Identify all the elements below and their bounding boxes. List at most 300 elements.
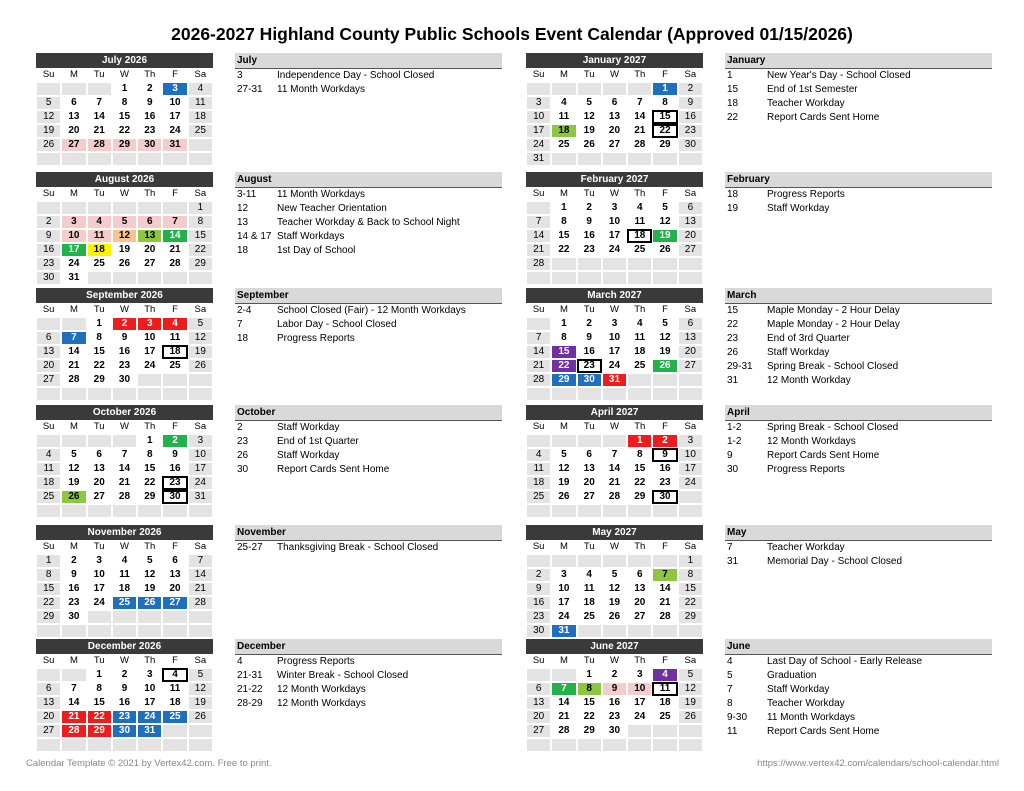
day-cell[interactable]: 20 xyxy=(678,345,703,359)
day-cell[interactable]: 16 xyxy=(577,229,602,243)
day-cell[interactable]: 3 xyxy=(602,201,627,215)
day-cell[interactable]: 6 xyxy=(87,448,112,462)
day-cell[interactable]: 29 xyxy=(678,610,703,624)
day-cell[interactable]: 23 xyxy=(137,124,162,138)
day-cell[interactable]: 18 xyxy=(162,345,187,359)
day-cell[interactable]: 9 xyxy=(602,682,627,696)
day-cell[interactable]: 6 xyxy=(602,96,627,110)
day-cell[interactable]: 2 xyxy=(678,82,703,96)
day-cell[interactable]: 10 xyxy=(137,331,162,345)
day-cell[interactable]: 12 xyxy=(652,331,677,345)
day-cell[interactable]: 24 xyxy=(87,596,112,610)
day-cell[interactable]: 26 xyxy=(602,610,627,624)
day-cell[interactable]: 27 xyxy=(162,596,187,610)
day-cell[interactable]: 12 xyxy=(602,582,627,596)
day-cell[interactable]: 21 xyxy=(551,710,576,724)
day-cell[interactable]: 28 xyxy=(112,490,137,504)
day-cell[interactable]: 9 xyxy=(112,682,137,696)
day-cell[interactable]: 24 xyxy=(551,610,576,624)
day-cell[interactable]: 29 xyxy=(87,373,112,387)
day-cell[interactable]: 6 xyxy=(36,682,61,696)
day-cell[interactable]: 19 xyxy=(137,582,162,596)
day-cell[interactable]: 3 xyxy=(61,215,86,229)
day-cell[interactable]: 19 xyxy=(551,476,576,490)
day-cell[interactable]: 27 xyxy=(137,257,162,271)
day-cell[interactable]: 16 xyxy=(602,696,627,710)
day-cell[interactable]: 25 xyxy=(551,138,576,152)
day-cell[interactable]: 2 xyxy=(112,668,137,682)
day-cell[interactable]: 12 xyxy=(188,331,213,345)
day-cell[interactable]: 12 xyxy=(137,568,162,582)
day-cell[interactable]: 30 xyxy=(137,138,162,152)
day-cell[interactable]: 29 xyxy=(627,490,652,504)
day-cell[interactable]: 27 xyxy=(602,138,627,152)
day-cell[interactable]: 20 xyxy=(602,124,627,138)
day-cell[interactable]: 11 xyxy=(551,110,576,124)
day-cell[interactable]: 11 xyxy=(162,682,187,696)
day-cell[interactable]: 5 xyxy=(36,96,61,110)
day-cell[interactable]: 12 xyxy=(551,462,576,476)
day-cell[interactable]: 8 xyxy=(627,448,652,462)
day-cell[interactable]: 27 xyxy=(627,610,652,624)
day-cell[interactable]: 16 xyxy=(112,696,137,710)
day-cell[interactable]: 11 xyxy=(627,215,652,229)
day-cell[interactable]: 31 xyxy=(526,152,551,166)
day-cell[interactable]: 16 xyxy=(678,110,703,124)
day-cell[interactable]: 4 xyxy=(551,96,576,110)
day-cell[interactable]: 4 xyxy=(112,554,137,568)
day-cell[interactable]: 21 xyxy=(61,359,86,373)
day-cell[interactable]: 7 xyxy=(526,331,551,345)
day-cell[interactable]: 5 xyxy=(551,448,576,462)
day-cell[interactable]: 6 xyxy=(137,215,162,229)
day-cell[interactable]: 4 xyxy=(162,317,187,331)
day-cell[interactable]: 2 xyxy=(526,568,551,582)
day-cell[interactable]: 22 xyxy=(87,710,112,724)
day-cell[interactable]: 9 xyxy=(112,331,137,345)
day-cell[interactable]: 6 xyxy=(36,331,61,345)
day-cell[interactable]: 14 xyxy=(652,582,677,596)
day-cell[interactable]: 2 xyxy=(137,82,162,96)
day-cell[interactable]: 7 xyxy=(602,448,627,462)
day-cell[interactable]: 17 xyxy=(61,243,86,257)
day-cell[interactable]: 10 xyxy=(162,96,187,110)
day-cell[interactable]: 16 xyxy=(577,345,602,359)
day-cell[interactable]: 30 xyxy=(61,610,86,624)
day-cell[interactable]: 3 xyxy=(137,668,162,682)
day-cell[interactable]: 1 xyxy=(188,201,213,215)
day-cell[interactable]: 6 xyxy=(678,201,703,215)
day-cell[interactable]: 11 xyxy=(162,331,187,345)
day-cell[interactable]: 8 xyxy=(551,215,576,229)
day-cell[interactable]: 3 xyxy=(678,434,703,448)
day-cell[interactable]: 22 xyxy=(188,243,213,257)
day-cell[interactable]: 29 xyxy=(652,138,677,152)
day-cell[interactable]: 8 xyxy=(87,682,112,696)
day-cell[interactable]: 28 xyxy=(61,724,86,738)
day-cell[interactable]: 15 xyxy=(652,110,677,124)
day-cell[interactable]: 4 xyxy=(627,201,652,215)
day-cell[interactable]: 30 xyxy=(602,724,627,738)
day-cell[interactable]: 13 xyxy=(36,696,61,710)
day-cell[interactable]: 23 xyxy=(112,710,137,724)
day-cell[interactable]: 20 xyxy=(162,582,187,596)
day-cell[interactable]: 25 xyxy=(162,710,187,724)
day-cell[interactable]: 27 xyxy=(36,373,61,387)
day-cell[interactable]: 16 xyxy=(36,243,61,257)
day-cell[interactable]: 13 xyxy=(678,215,703,229)
day-cell[interactable]: 29 xyxy=(87,724,112,738)
day-cell[interactable]: 24 xyxy=(602,243,627,257)
day-cell[interactable]: 17 xyxy=(87,582,112,596)
day-cell[interactable]: 13 xyxy=(627,582,652,596)
day-cell[interactable]: 23 xyxy=(61,596,86,610)
day-cell[interactable]: 7 xyxy=(652,568,677,582)
day-cell[interactable]: 17 xyxy=(627,696,652,710)
day-cell[interactable]: 13 xyxy=(36,345,61,359)
day-cell[interactable]: 5 xyxy=(602,568,627,582)
day-cell[interactable]: 24 xyxy=(188,476,213,490)
day-cell[interactable]: 24 xyxy=(61,257,86,271)
day-cell[interactable]: 1 xyxy=(577,668,602,682)
day-cell[interactable]: 19 xyxy=(602,596,627,610)
day-cell[interactable]: 17 xyxy=(551,596,576,610)
day-cell[interactable]: 9 xyxy=(61,568,86,582)
day-cell[interactable]: 21 xyxy=(526,243,551,257)
day-cell[interactable]: 8 xyxy=(678,568,703,582)
day-cell[interactable]: 26 xyxy=(112,257,137,271)
day-cell[interactable]: 5 xyxy=(652,201,677,215)
day-cell[interactable]: 2 xyxy=(602,668,627,682)
day-cell[interactable]: 7 xyxy=(61,331,86,345)
day-cell[interactable]: 13 xyxy=(162,568,187,582)
day-cell[interactable]: 14 xyxy=(526,229,551,243)
day-cell[interactable]: 6 xyxy=(678,317,703,331)
day-cell[interactable]: 12 xyxy=(112,229,137,243)
day-cell[interactable]: 9 xyxy=(652,448,677,462)
day-cell[interactable]: 24 xyxy=(602,359,627,373)
day-cell[interactable]: 25 xyxy=(87,257,112,271)
day-cell[interactable]: 23 xyxy=(36,257,61,271)
day-cell[interactable]: 11 xyxy=(36,462,61,476)
day-cell[interactable]: 28 xyxy=(526,373,551,387)
day-cell[interactable]: 8 xyxy=(188,215,213,229)
day-cell[interactable]: 16 xyxy=(652,462,677,476)
day-cell[interactable]: 2 xyxy=(577,317,602,331)
day-cell[interactable]: 8 xyxy=(551,331,576,345)
day-cell[interactable]: 25 xyxy=(112,596,137,610)
day-cell[interactable]: 31 xyxy=(188,490,213,504)
day-cell[interactable]: 27 xyxy=(87,490,112,504)
day-cell[interactable]: 5 xyxy=(112,215,137,229)
day-cell[interactable]: 19 xyxy=(112,243,137,257)
day-cell[interactable]: 20 xyxy=(61,124,86,138)
day-cell[interactable]: 6 xyxy=(162,554,187,568)
day-cell[interactable]: 25 xyxy=(526,490,551,504)
day-cell[interactable]: 23 xyxy=(602,710,627,724)
day-cell[interactable]: 9 xyxy=(162,448,187,462)
day-cell[interactable]: 15 xyxy=(137,462,162,476)
day-cell[interactable]: 23 xyxy=(577,359,602,373)
day-cell[interactable]: 15 xyxy=(36,582,61,596)
day-cell[interactable]: 4 xyxy=(36,448,61,462)
day-cell[interactable]: 26 xyxy=(652,359,677,373)
day-cell[interactable]: 22 xyxy=(627,476,652,490)
day-cell[interactable]: 3 xyxy=(627,668,652,682)
day-cell[interactable]: 21 xyxy=(602,476,627,490)
day-cell[interactable]: 4 xyxy=(627,317,652,331)
day-cell[interactable]: 14 xyxy=(526,345,551,359)
day-cell[interactable]: 24 xyxy=(678,476,703,490)
day-cell[interactable]: 10 xyxy=(678,448,703,462)
day-cell[interactable]: 30 xyxy=(577,373,602,387)
day-cell[interactable]: 9 xyxy=(577,331,602,345)
day-cell[interactable]: 17 xyxy=(137,696,162,710)
day-cell[interactable]: 2 xyxy=(36,215,61,229)
day-cell[interactable]: 26 xyxy=(188,710,213,724)
day-cell[interactable]: 14 xyxy=(188,568,213,582)
day-cell[interactable]: 14 xyxy=(61,696,86,710)
day-cell[interactable]: 8 xyxy=(577,682,602,696)
day-cell[interactable]: 15 xyxy=(112,110,137,124)
day-cell[interactable]: 14 xyxy=(61,345,86,359)
day-cell[interactable]: 9 xyxy=(137,96,162,110)
day-cell[interactable]: 19 xyxy=(188,696,213,710)
day-cell[interactable]: 5 xyxy=(652,317,677,331)
day-cell[interactable]: 29 xyxy=(577,724,602,738)
day-cell[interactable]: 28 xyxy=(61,373,86,387)
day-cell[interactable]: 1 xyxy=(112,82,137,96)
footer-url[interactable]: https://www.vertex42.com/calendars/school-calendar.html xyxy=(757,758,999,769)
day-cell[interactable]: 6 xyxy=(526,682,551,696)
day-cell[interactable]: 14 xyxy=(87,110,112,124)
day-cell[interactable]: 15 xyxy=(678,582,703,596)
day-cell[interactable]: 26 xyxy=(577,138,602,152)
day-cell[interactable]: 17 xyxy=(602,229,627,243)
day-cell[interactable]: 1 xyxy=(87,668,112,682)
day-cell[interactable]: 15 xyxy=(87,696,112,710)
day-cell[interactable]: 29 xyxy=(551,373,576,387)
day-cell[interactable]: 28 xyxy=(602,490,627,504)
day-cell[interactable]: 25 xyxy=(627,243,652,257)
day-cell[interactable]: 31 xyxy=(602,373,627,387)
day-cell[interactable]: 19 xyxy=(577,124,602,138)
day-cell[interactable]: 26 xyxy=(678,710,703,724)
day-cell[interactable]: 10 xyxy=(551,582,576,596)
day-cell[interactable]: 18 xyxy=(577,596,602,610)
day-cell[interactable]: 12 xyxy=(678,682,703,696)
day-cell[interactable]: 14 xyxy=(551,696,576,710)
day-cell[interactable]: 8 xyxy=(87,331,112,345)
day-cell[interactable]: 1 xyxy=(551,201,576,215)
day-cell[interactable]: 16 xyxy=(137,110,162,124)
day-cell[interactable]: 18 xyxy=(36,476,61,490)
day-cell[interactable]: 2 xyxy=(652,434,677,448)
day-cell[interactable]: 5 xyxy=(678,668,703,682)
day-cell[interactable]: 11 xyxy=(526,462,551,476)
day-cell[interactable]: 12 xyxy=(188,682,213,696)
day-cell[interactable]: 23 xyxy=(652,476,677,490)
day-cell[interactable]: 9 xyxy=(36,229,61,243)
day-cell[interactable]: 31 xyxy=(551,624,576,638)
day-cell[interactable]: 17 xyxy=(137,345,162,359)
day-cell[interactable]: 28 xyxy=(652,610,677,624)
day-cell[interactable]: 15 xyxy=(551,345,576,359)
day-cell[interactable]: 7 xyxy=(112,448,137,462)
day-cell[interactable]: 15 xyxy=(627,462,652,476)
day-cell[interactable]: 18 xyxy=(652,696,677,710)
day-cell[interactable]: 19 xyxy=(678,696,703,710)
day-cell[interactable]: 20 xyxy=(137,243,162,257)
day-cell[interactable]: 20 xyxy=(577,476,602,490)
day-cell[interactable]: 14 xyxy=(162,229,187,243)
day-cell[interactable]: 30 xyxy=(678,138,703,152)
day-cell[interactable]: 2 xyxy=(61,554,86,568)
day-cell[interactable]: 29 xyxy=(137,490,162,504)
day-cell[interactable]: 30 xyxy=(112,724,137,738)
day-cell[interactable]: 10 xyxy=(627,682,652,696)
day-cell[interactable]: 11 xyxy=(627,331,652,345)
day-cell[interactable]: 13 xyxy=(137,229,162,243)
day-cell[interactable]: 21 xyxy=(188,582,213,596)
day-cell[interactable]: 7 xyxy=(551,682,576,696)
day-cell[interactable]: 15 xyxy=(577,696,602,710)
day-cell[interactable]: 1 xyxy=(36,554,61,568)
day-cell[interactable]: 3 xyxy=(551,568,576,582)
day-cell[interactable]: 30 xyxy=(36,271,61,285)
day-cell[interactable]: 3 xyxy=(137,317,162,331)
day-cell[interactable]: 20 xyxy=(87,476,112,490)
day-cell[interactable]: 27 xyxy=(526,724,551,738)
day-cell[interactable]: 22 xyxy=(577,710,602,724)
day-cell[interactable]: 30 xyxy=(652,490,677,504)
day-cell[interactable]: 1 xyxy=(627,434,652,448)
day-cell[interactable]: 28 xyxy=(526,257,551,271)
day-cell[interactable]: 7 xyxy=(188,554,213,568)
day-cell[interactable]: 30 xyxy=(162,490,187,504)
day-cell[interactable]: 9 xyxy=(526,582,551,596)
day-cell[interactable]: 18 xyxy=(551,124,576,138)
day-cell[interactable]: 24 xyxy=(627,710,652,724)
day-cell[interactable]: 17 xyxy=(162,110,187,124)
day-cell[interactable]: 10 xyxy=(87,568,112,582)
day-cell[interactable]: 11 xyxy=(188,96,213,110)
day-cell[interactable]: 19 xyxy=(36,124,61,138)
day-cell[interactable]: 30 xyxy=(112,373,137,387)
day-cell[interactable]: 4 xyxy=(526,448,551,462)
day-cell[interactable]: 13 xyxy=(678,331,703,345)
day-cell[interactable]: 14 xyxy=(627,110,652,124)
day-cell[interactable]: 13 xyxy=(577,462,602,476)
day-cell[interactable]: 10 xyxy=(137,682,162,696)
day-cell[interactable]: 12 xyxy=(577,110,602,124)
day-cell[interactable]: 21 xyxy=(526,359,551,373)
day-cell[interactable]: 27 xyxy=(577,490,602,504)
day-cell[interactable]: 19 xyxy=(188,345,213,359)
day-cell[interactable]: 24 xyxy=(162,124,187,138)
day-cell[interactable]: 4 xyxy=(162,668,187,682)
day-cell[interactable]: 5 xyxy=(61,448,86,462)
day-cell[interactable]: 24 xyxy=(137,710,162,724)
day-cell[interactable]: 7 xyxy=(162,215,187,229)
day-cell[interactable]: 10 xyxy=(61,229,86,243)
day-cell[interactable]: 20 xyxy=(36,710,61,724)
day-cell[interactable]: 3 xyxy=(162,82,187,96)
day-cell[interactable]: 7 xyxy=(526,215,551,229)
day-cell[interactable]: 25 xyxy=(652,710,677,724)
day-cell[interactable]: 19 xyxy=(652,345,677,359)
day-cell[interactable]: 1 xyxy=(652,82,677,96)
day-cell[interactable]: 9 xyxy=(577,215,602,229)
day-cell[interactable]: 23 xyxy=(112,359,137,373)
day-cell[interactable]: 17 xyxy=(678,462,703,476)
day-cell[interactable]: 10 xyxy=(602,331,627,345)
day-cell[interactable]: 7 xyxy=(627,96,652,110)
day-cell[interactable]: 3 xyxy=(602,317,627,331)
day-cell[interactable]: 22 xyxy=(551,243,576,257)
day-cell[interactable]: 16 xyxy=(526,596,551,610)
day-cell[interactable]: 22 xyxy=(652,124,677,138)
day-cell[interactable]: 30 xyxy=(526,624,551,638)
day-cell[interactable]: 23 xyxy=(162,476,187,490)
day-cell[interactable]: 17 xyxy=(602,345,627,359)
day-cell[interactable]: 3 xyxy=(87,554,112,568)
day-cell[interactable]: 5 xyxy=(188,668,213,682)
day-cell[interactable]: 28 xyxy=(87,138,112,152)
day-cell[interactable]: 15 xyxy=(188,229,213,243)
day-cell[interactable]: 1 xyxy=(551,317,576,331)
day-cell[interactable]: 7 xyxy=(87,96,112,110)
day-cell[interactable]: 18 xyxy=(162,696,187,710)
day-cell[interactable]: 28 xyxy=(627,138,652,152)
day-cell[interactable]: 26 xyxy=(652,243,677,257)
day-cell[interactable]: 3 xyxy=(526,96,551,110)
day-cell[interactable]: 20 xyxy=(526,710,551,724)
day-cell[interactable]: 26 xyxy=(36,138,61,152)
day-cell[interactable]: 20 xyxy=(627,596,652,610)
day-cell[interactable]: 13 xyxy=(87,462,112,476)
day-cell[interactable]: 27 xyxy=(678,243,703,257)
day-cell[interactable]: 4 xyxy=(188,82,213,96)
day-cell[interactable]: 18 xyxy=(188,110,213,124)
day-cell[interactable]: 4 xyxy=(87,215,112,229)
day-cell[interactable]: 2 xyxy=(112,317,137,331)
day-cell[interactable]: 24 xyxy=(137,359,162,373)
day-cell[interactable]: 17 xyxy=(188,462,213,476)
day-cell[interactable]: 6 xyxy=(627,568,652,582)
day-cell[interactable]: 27 xyxy=(36,724,61,738)
day-cell[interactable]: 27 xyxy=(61,138,86,152)
day-cell[interactable]: 15 xyxy=(551,229,576,243)
day-cell[interactable]: 16 xyxy=(112,345,137,359)
day-cell[interactable]: 17 xyxy=(526,124,551,138)
day-cell[interactable]: 31 xyxy=(61,271,86,285)
day-cell[interactable]: 10 xyxy=(602,215,627,229)
day-cell[interactable]: 12 xyxy=(36,110,61,124)
day-cell[interactable]: 25 xyxy=(36,490,61,504)
day-cell[interactable]: 22 xyxy=(551,359,576,373)
day-cell[interactable]: 16 xyxy=(61,582,86,596)
day-cell[interactable]: 11 xyxy=(112,568,137,582)
day-cell[interactable]: 25 xyxy=(188,124,213,138)
day-cell[interactable]: 2 xyxy=(577,201,602,215)
day-cell[interactable]: 4 xyxy=(652,668,677,682)
day-cell[interactable]: 8 xyxy=(137,448,162,462)
day-cell[interactable]: 23 xyxy=(678,124,703,138)
day-cell[interactable]: 26 xyxy=(137,596,162,610)
day-cell[interactable]: 21 xyxy=(627,124,652,138)
day-cell[interactable]: 13 xyxy=(602,110,627,124)
